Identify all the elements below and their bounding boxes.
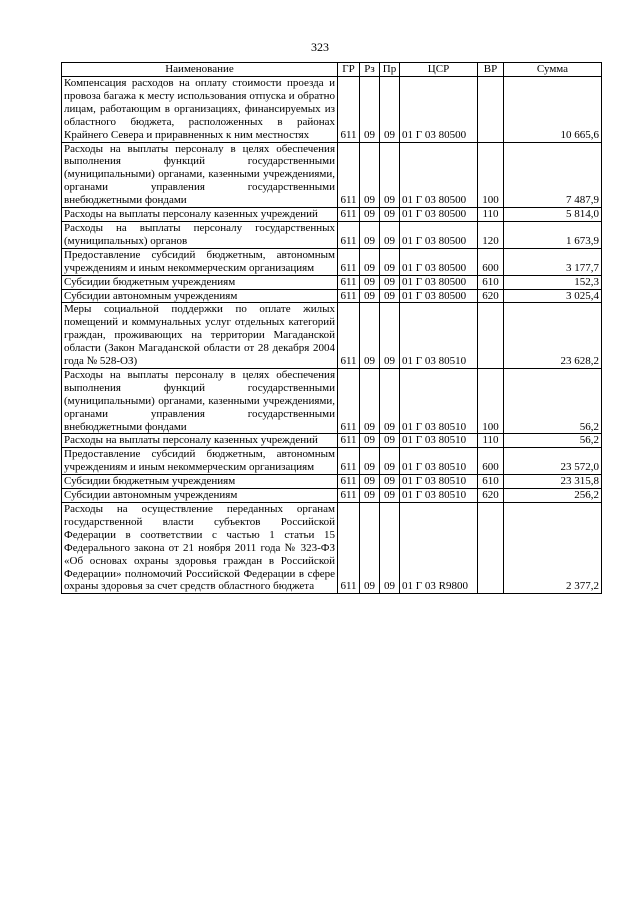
row-csr-cell: 01 Г 03 80500 — [400, 275, 478, 289]
row-vr-cell: 100 — [478, 368, 504, 434]
table-row — [62, 142, 602, 208]
row-vr-cell: 600 — [478, 248, 504, 275]
row-rz-cell: 09 — [360, 503, 380, 594]
row-gr-cell: 611 — [338, 368, 360, 434]
row-csr-cell: 01 Г 03 80510 — [400, 448, 478, 475]
row-csr-cell: 01 Г 03 R9800 — [400, 503, 478, 594]
table-header-row — [62, 63, 602, 77]
column-header-vr: ВР — [478, 63, 504, 77]
row-pr-cell: 09 — [380, 368, 400, 434]
row-name-cell: Компенсация расходов на оплату стоимости проезда и провоза багажа к месту использования отпуска и обратно лицам, работающим в организациях, финансируемых из областного бюджета, расположенных в районах Крайнего Севера и приравненных к ним местностях — [62, 77, 338, 143]
row-pr-cell: 09 — [380, 489, 400, 503]
row-sum-cell: 256,2 — [504, 489, 602, 503]
table-row — [62, 275, 602, 289]
row-vr-cell: 110 — [478, 434, 504, 448]
row-vr-cell — [478, 303, 504, 369]
row-csr-cell: 01 Г 03 80500 — [400, 142, 478, 208]
row-name-cell: Расходы на выплаты персоналу в целях обеспечения выполнения функций государственными (муниципальными) органами, казенными учреждениями, органами управления государственными внебюджетными фондами — [62, 142, 338, 208]
table-row — [62, 77, 602, 143]
row-name-cell: Субсидии бюджетным учреждениям — [62, 475, 338, 489]
row-gr-cell: 611 — [338, 448, 360, 475]
row-sum-cell: 56,2 — [504, 368, 602, 434]
row-sum-cell: 1 673,9 — [504, 221, 602, 248]
row-gr-cell: 611 — [338, 142, 360, 208]
table-row — [62, 289, 602, 303]
row-vr-cell: 100 — [478, 142, 504, 208]
row-name-cell: Расходы на осуществление переданных органам государственной власти субъектов Российской Федерации в соответствии с частью 1 статьи 15 Федерального закона от 21 ноября 2011 года № 323-ФЗ «Об основах охраны здоровья граждан в Российской Федерации» полномочий Российской Федерации в сфере охраны здоровья за счет средств областного бюджета — [62, 503, 338, 594]
row-gr-cell: 611 — [338, 275, 360, 289]
row-name-cell: Расходы на выплаты персоналу в целях обеспечения выполнения функций государственными (муниципальными) органами, казенными учреждениями, органами управления государственными внебюджетными фондами — [62, 368, 338, 434]
row-rz-cell: 09 — [360, 289, 380, 303]
row-gr-cell: 611 — [338, 289, 360, 303]
row-name-cell: Расходы на выплаты персоналу казенных учреждений — [62, 208, 338, 222]
row-name-cell: Субсидии бюджетным учреждениям — [62, 275, 338, 289]
row-sum-cell: 10 665,6 — [504, 77, 602, 143]
row-gr-cell: 611 — [338, 489, 360, 503]
table-row — [62, 303, 602, 369]
row-csr-cell: 01 Г 03 80500 — [400, 289, 478, 303]
row-csr-cell: 01 Г 03 80510 — [400, 489, 478, 503]
row-rz-cell: 09 — [360, 248, 380, 275]
row-pr-cell: 09 — [380, 434, 400, 448]
row-gr-cell: 611 — [338, 221, 360, 248]
row-vr-cell: 620 — [478, 489, 504, 503]
table-row — [62, 489, 602, 503]
row-rz-cell: 09 — [360, 303, 380, 369]
row-name-cell: Меры социальной поддержки по оплате жилых помещений и коммунальных услуг отдельных категорий граждан, проживающих на территории Магаданской области (Закон Магаданской области от 28 декабря 2004 года № 528-ОЗ) — [62, 303, 338, 369]
row-csr-cell: 01 Г 03 80510 — [400, 434, 478, 448]
table-row — [62, 448, 602, 475]
table-row — [62, 208, 602, 222]
row-pr-cell: 09 — [380, 248, 400, 275]
row-pr-cell: 09 — [380, 503, 400, 594]
row-sum-cell: 56,2 — [504, 434, 602, 448]
row-csr-cell: 01 Г 03 80500 — [400, 221, 478, 248]
row-name-cell: Расходы на выплаты персоналу государственных (муниципальных) органов — [62, 221, 338, 248]
row-rz-cell: 09 — [360, 208, 380, 222]
row-sum-cell: 3 177,7 — [504, 248, 602, 275]
row-gr-cell: 611 — [338, 208, 360, 222]
row-pr-cell: 09 — [380, 221, 400, 248]
column-header-name: Наименование — [62, 63, 338, 77]
row-rz-cell: 09 — [360, 221, 380, 248]
row-sum-cell: 3 025,4 — [504, 289, 602, 303]
row-vr-cell: 610 — [478, 475, 504, 489]
row-pr-cell: 09 — [380, 142, 400, 208]
row-sum-cell: 23 572,0 — [504, 448, 602, 475]
row-vr-cell: 600 — [478, 448, 504, 475]
row-csr-cell: 01 Г 03 80500 — [400, 77, 478, 143]
row-sum-cell: 23 315,8 — [504, 475, 602, 489]
row-sum-cell: 7 487,9 — [504, 142, 602, 208]
row-rz-cell: 09 — [360, 142, 380, 208]
table-row — [62, 248, 602, 275]
row-gr-cell: 611 — [338, 434, 360, 448]
row-pr-cell: 09 — [380, 208, 400, 222]
row-gr-cell: 611 — [338, 248, 360, 275]
row-sum-cell: 152,3 — [504, 275, 602, 289]
row-name-cell: Субсидии автономным учреждениям — [62, 289, 338, 303]
row-rz-cell: 09 — [360, 475, 380, 489]
row-rz-cell: 09 — [360, 448, 380, 475]
row-gr-cell: 611 — [338, 77, 360, 143]
row-csr-cell: 01 Г 03 80510 — [400, 368, 478, 434]
budget-table — [61, 62, 602, 594]
row-pr-cell: 09 — [380, 303, 400, 369]
row-csr-cell: 01 Г 03 80500 — [400, 208, 478, 222]
row-csr-cell: 01 Г 03 80500 — [400, 248, 478, 275]
column-header-rz: Рз — [360, 63, 380, 77]
row-vr-cell: 110 — [478, 208, 504, 222]
table-row — [62, 503, 602, 594]
row-rz-cell: 09 — [360, 489, 380, 503]
row-gr-cell: 611 — [338, 475, 360, 489]
column-header-pr: Пр — [380, 63, 400, 77]
column-header-gr: ГР — [338, 63, 360, 77]
row-pr-cell: 09 — [380, 475, 400, 489]
table-row — [62, 221, 602, 248]
row-name-cell: Расходы на выплаты персоналу казенных учреждений — [62, 434, 338, 448]
row-sum-cell: 2 377,2 — [504, 503, 602, 594]
row-pr-cell: 09 — [380, 275, 400, 289]
column-header-sum: Сумма — [504, 63, 602, 77]
row-csr-cell: 01 Г 03 80510 — [400, 475, 478, 489]
row-vr-cell: 610 — [478, 275, 504, 289]
row-pr-cell: 09 — [380, 77, 400, 143]
row-sum-cell: 5 814,0 — [504, 208, 602, 222]
row-vr-cell: 120 — [478, 221, 504, 248]
row-vr-cell: 620 — [478, 289, 504, 303]
page-number: 323 — [311, 40, 329, 54]
table-row — [62, 475, 602, 489]
table-row — [62, 434, 602, 448]
column-header-csr: ЦСР — [400, 63, 478, 77]
row-rz-cell: 09 — [360, 368, 380, 434]
row-gr-cell: 611 — [338, 503, 360, 594]
row-pr-cell: 09 — [380, 289, 400, 303]
row-rz-cell: 09 — [360, 275, 380, 289]
row-rz-cell: 09 — [360, 434, 380, 448]
row-csr-cell: 01 Г 03 80510 — [400, 303, 478, 369]
row-name-cell: Субсидии автономным учреждениям — [62, 489, 338, 503]
row-name-cell: Предоставление субсидий бюджетным, автономным учреждениям и иным некоммерческим организациям — [62, 248, 338, 275]
table-row — [62, 368, 602, 434]
row-sum-cell: 23 628,2 — [504, 303, 602, 369]
row-rz-cell: 09 — [360, 77, 380, 143]
row-gr-cell: 611 — [338, 303, 360, 369]
row-vr-cell — [478, 503, 504, 594]
row-name-cell: Предоставление субсидий бюджетным, автономным учреждениям и иным некоммерческим организациям — [62, 448, 338, 475]
row-pr-cell: 09 — [380, 448, 400, 475]
row-vr-cell — [478, 77, 504, 143]
